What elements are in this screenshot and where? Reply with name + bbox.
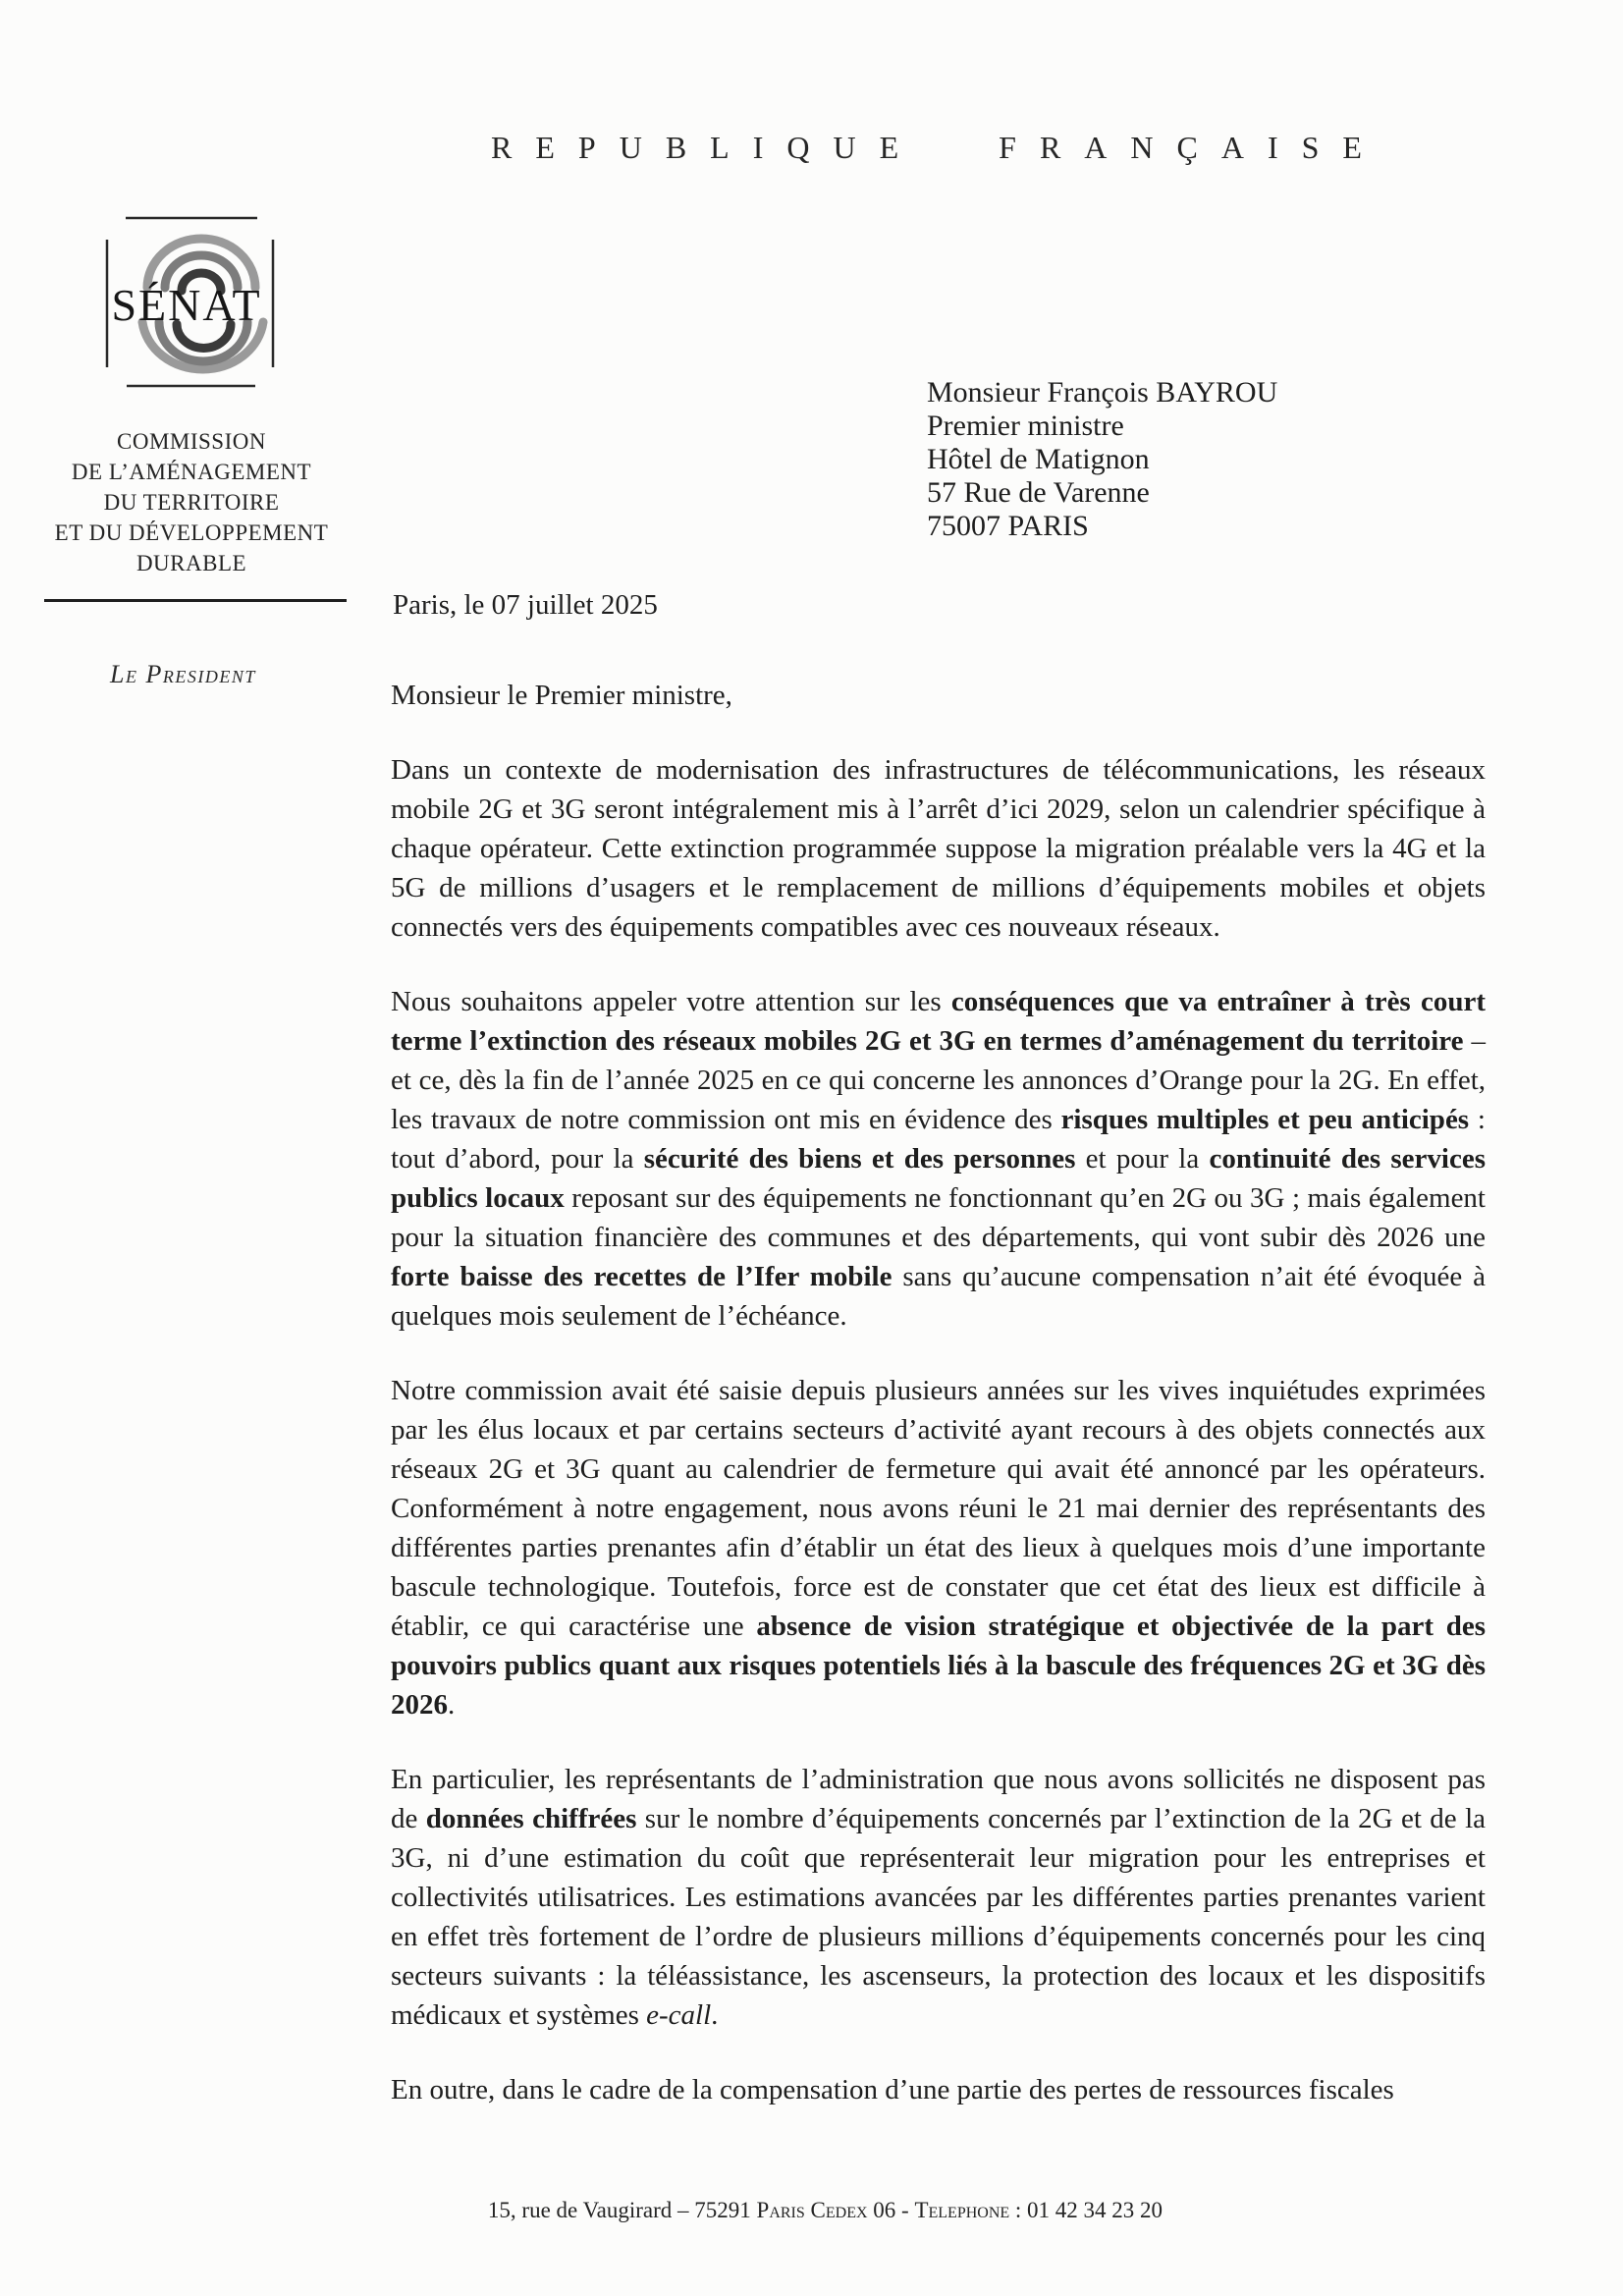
commission-line: DE L’AMÉNAGEMENT	[71, 460, 312, 484]
paragraph-2: Nous souhaitons appeler votre attention sur les conséquences que va entraîner à très court terme l’extinction des réseaux mobiles 2G et 3G en termes d’aménagement du territoire – et ce, dès la fin de l’année 2025 en ce qui concerne les annonces d’Orange pour la 2G. En effet, les travaux de notre commission ont mis en évidence des risques multiples et peu anticipés : tout d’abord, pour la sécurité des biens et des personnes et pour la continuité des services publics locaux reposant sur des équipements ne fonctionnant qu’en 2G ou 3G ; mais également pour la situation financière des communes et des départements, qui vont subir dès 2026 une forte baisse des recettes de l’Ifer mobile sans qu’aucune compensation n’ait été évoquée à quelques mois seulement de l’échéance.	[391, 986, 1487, 1332]
commission-line: ET DU DÉVELOPPEMENT	[54, 520, 329, 545]
recipient-line: Premier ministre	[927, 410, 1124, 442]
divider-rule	[44, 599, 347, 602]
commission-line: COMMISSION	[117, 429, 266, 454]
senat-logo-text: SÉNAT	[111, 280, 262, 330]
commission-block	[27, 426, 355, 578]
recipient-block	[927, 376, 1277, 543]
footer-address: 15, rue de Vaugirard – 75291 Paris Cedex 06 - Telephone : 01 42 34 23 20	[487, 2198, 1163, 2222]
commission-line: DURABLE	[135, 551, 247, 575]
salutation: Monsieur le Premier ministre,	[391, 680, 732, 711]
letter-body	[391, 676, 1486, 2145]
recipient-line: 75007 PARIS	[927, 510, 1089, 542]
paragraph-4: En particulier, les représentants de l’administration que nous avons sollicités ne disposent pas de données chiffrées sur le nombre d’équipements concernés par l’extinction de la 2G et de la 3G, ni d’une estimation du coût que représenterait leur migration pour les entreprises et collectivités utilisatrices. Les estimations avancées par les différentes parties prenantes varient en effet très fortement de l’ordre de plusieurs millions d’équipements concernés pour les cinq secteurs suivants : la téléassistance, les ascenseurs, la protection des locaux et les dispositifs médicaux et systèmes e-call.	[391, 1764, 1487, 2031]
recipient-line: 57 Rue de Varenne	[927, 476, 1150, 509]
recipient-line: Monsieur François BAYROU	[927, 376, 1278, 409]
dateline: Paris, le 07 juillet 2025	[393, 589, 658, 621]
paragraph-5: En outre, dans le cadre de la compensation d’une partie des pertes de ressources fiscales	[391, 2074, 1394, 2105]
president-label: Le President	[110, 660, 256, 688]
paragraph-1: Dans un contexte de modernisation des infrastructures de télécommunications, les réseaux mobile 2G et 3G seront intégralement mis à l’arrêt d’ici 2029, selon un calendrier spécifique à chaque opérateur. Cette extinction programmée suppose la migration préalable vers la 4G et la 5G de millions d’usagers et le remplacement de millions d’équipements mobiles et objets connectés vers des équipements compatibles avec ces nouveaux réseaux.	[391, 754, 1486, 943]
republic-line: REPUBLIQUE FRANÇAISE	[491, 130, 1385, 165]
commission-line: DU TERRITOIRE	[103, 490, 280, 515]
senat-logo	[83, 204, 290, 401]
paragraph-3: Notre commission avait été saisie depuis plusieurs années sur les vives inquiétudes exprimées par les élus locaux et par certains secteurs d’activité ayant recours à des objets connectés aux réseaux 2G et 3G quant au calendrier de fermeture qui avait été annoncé par les opérateurs. Conformément à notre engagement, nous avons réuni le 21 mai dernier des représentants des différentes parties prenantes afin d’établir un état des lieux à quelques mois d’une importante bascule technologique. Toutefois, force est de constater que cet état des lieux est difficile à établir, ce qui caractérise une absence de vision stratégique et objectivée de la part des pouvoirs publics quant aux risques potentiels liés à la bascule des fréquences 2G et 3G dès 2026.	[391, 1375, 1486, 1721]
recipient-line: Hôtel de Matignon	[927, 443, 1150, 475]
